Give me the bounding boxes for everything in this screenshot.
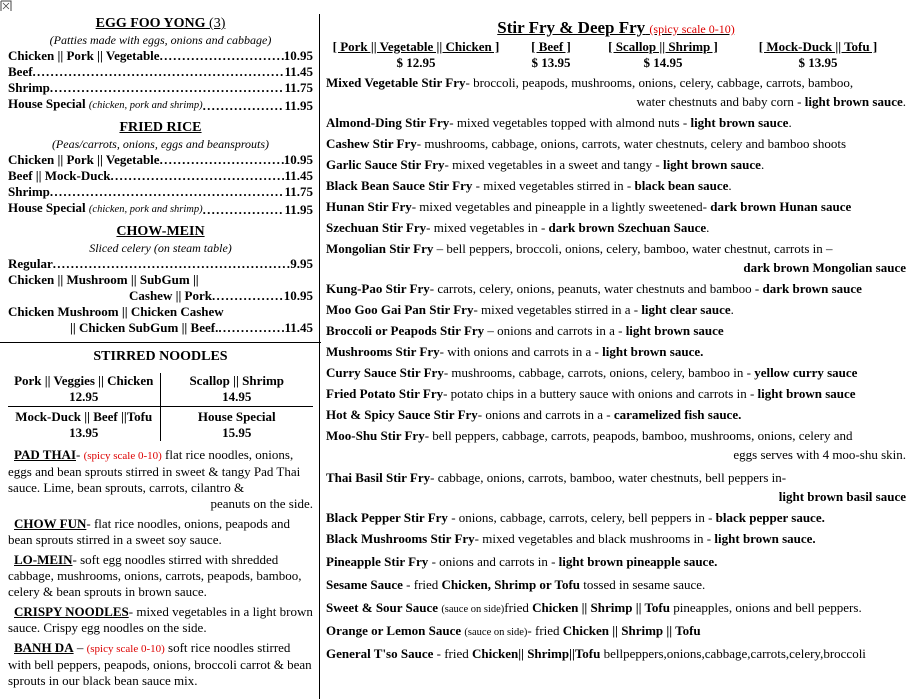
menu-row: [8, 200, 313, 218]
noodle-price-cell: [161, 373, 314, 407]
row-price: 10.95: [283, 152, 313, 167]
noodle-item-lo-mein: LO-MEIN- soft egg noodles stirred with shredded cabbage, mushrooms, onions, carrots, peapods, bamboo, celery & bean sprouts in brown sauce.: [8, 552, 302, 599]
item-sauce: black pepper sauce.: [715, 510, 825, 525]
leader-dots: [33, 64, 285, 80]
stir-fry-heading: [326, 18, 906, 39]
item-pre: - fried: [436, 646, 472, 661]
leader-dots: [50, 80, 285, 96]
right-column: [326, 18, 906, 667]
item-desc: - onions and carrots in -: [428, 554, 559, 569]
item-line2: eggs serves with 4 moo-shu skin.: [733, 447, 906, 462]
item-desc: - mushrooms, cabbage, onions, carrots, water chestnuts, celery and bamboo shoots: [416, 136, 847, 151]
item-post: tossed in sesame sauce.: [580, 577, 706, 592]
stir-fry-item: [326, 426, 906, 464]
item-tail: .: [760, 157, 765, 172]
cell-price: 14.95: [222, 389, 252, 404]
item-desc: - mixed vegetables topped with almond nuts -: [449, 115, 691, 130]
item-pre: - fried: [527, 623, 563, 638]
column-divider: [319, 14, 320, 699]
menu-row: [8, 320, 313, 336]
stir-fry-item: [326, 384, 906, 403]
row-price: 11.75: [284, 80, 313, 95]
left-column: [8, 16, 313, 699]
price-categories: [326, 39, 906, 55]
row-label: Chicken || Pork || Vegetable: [8, 152, 160, 167]
item-name: General T'so Sauce: [326, 646, 434, 661]
item-tail: .: [730, 302, 734, 317]
item-desc: - with onions and carrots in a -: [439, 344, 603, 359]
stir-fry-item: [326, 529, 906, 548]
leader-dots: [212, 288, 284, 304]
leader-dots: [160, 48, 284, 64]
item-sauce: light brown sauce: [804, 94, 903, 109]
stir-fry-item: [326, 197, 906, 216]
item-desc: soft egg noodles stirred with shredded cabbage, mushrooms, onions, carrots, peapods, bamboo, celery & bean sprouts in brown sauce.: [8, 552, 302, 599]
row-label: [8, 200, 203, 218]
stir-fry-item: [326, 176, 906, 195]
item-desc: - mixed vegetables in a sweet and tangy -: [444, 157, 663, 172]
item-desc: - mixed vegetables in -: [426, 220, 549, 235]
row-label: || Chicken SubGum || Beef.: [70, 320, 219, 335]
item-desc: - onions and carrots in a -: [477, 407, 614, 422]
stirred-noodles-title: STIRRED NOODLES: [93, 349, 228, 364]
item-name: Cashew Stir Fry: [326, 136, 417, 151]
row-label-text: House Special: [8, 200, 86, 215]
row-label: Shrimp: [8, 80, 50, 95]
item-name: Garlic Sauce Stir Fry: [326, 157, 445, 172]
item-desc-line2: [326, 445, 906, 464]
item-name: Mixed Vegetable Stir Fry: [326, 75, 466, 90]
item-desc: – bell peppers, broccoli, onions, celery, bamboo, water chestnut, carrots in –: [433, 241, 833, 256]
item-sauce: light brown sauce.: [714, 531, 816, 546]
item-note: (sauce on side): [464, 627, 528, 638]
stir-fry-item: [326, 218, 906, 237]
row-price: 11.45: [284, 168, 313, 183]
fried-rice-subtitle: (Peas/carrots, onions, eggs and beansprouts): [51, 137, 270, 151]
item-tail: .: [706, 220, 710, 235]
item-sauce: dark brown Szechuan Sauce: [548, 220, 707, 235]
noodle-item-chow-fun: CHOW FUN- flat rice noodles, onions, peapods and bean sprouts stirred in a sweet soy sauce.: [8, 516, 290, 547]
item-sauce: dark brown sauce: [762, 281, 862, 296]
spicy-scale: (spicy scale 0-10): [86, 643, 165, 655]
cell-price: 13.95: [69, 425, 99, 440]
item-name: LO-MEIN: [14, 552, 73, 567]
noodle-price-cell: [161, 407, 314, 441]
stir-fry-item: [326, 342, 906, 361]
stir-fry-item: [326, 155, 906, 174]
row-label: Regular: [8, 256, 53, 271]
item-name: Kung-Pao Stir Fry: [326, 281, 430, 296]
cell-label: House Special: [197, 409, 276, 424]
stir-fry-item: [326, 134, 906, 153]
price-category: [ Scallop || Shrimp ]: [608, 39, 718, 54]
row-price: 11.45: [284, 64, 313, 79]
noodle-price-cell: [8, 373, 161, 407]
item-tail: .: [788, 115, 792, 130]
item-sauce: light brown basil sauce: [778, 489, 906, 504]
stir-fry-list: [326, 73, 906, 571]
item-sauce: light brown sauce.: [602, 344, 704, 359]
item-name: Sesame Sauce: [326, 577, 403, 592]
leader-dots: [160, 152, 284, 168]
item-name: Moo Goo Gai Pan Stir Fry: [326, 302, 474, 317]
item-desc: - onions, cabbage, carrots, celery, bell peppers in -: [447, 510, 716, 525]
menu-row: [8, 288, 313, 304]
corner-mark-icon: [0, 0, 12, 12]
item-sauce: light brown sauce: [625, 323, 724, 338]
item-pre: fried: [504, 600, 533, 615]
row-note: (chicken, pork and shrimp): [88, 100, 203, 111]
row-note: (chicken, pork and shrimp): [88, 204, 203, 215]
item-sauce: light brown sauce: [690, 115, 789, 130]
item-name: BANH DA: [14, 640, 74, 655]
menu-row: [8, 184, 313, 200]
item-desc: - carrots, celery, onions, peanuts, water chestnuts and bamboo -: [429, 281, 763, 296]
item-desc-line2: [326, 487, 906, 506]
row-label: Chicken || Pork || Vegetable: [8, 48, 160, 63]
item-desc: - mixed vegetables and pineapple in a lightly sweetened-: [411, 199, 711, 214]
price-values: [326, 55, 906, 71]
chow-mein-subtitle: Sliced celery (on steam table): [89, 241, 232, 255]
section-divider: [0, 342, 321, 343]
noodle-item-banh-da: BANH DA – (spicy scale 0-10) soft rice noodles stirred with bell peppers, peapods, onions, broccoli carrot & bean sprouts in our black bean sauce mix.: [8, 640, 312, 688]
item-desc: - broccoli, peapods, mushrooms, onions, celery, cabbage, carrots, bamboo,: [465, 75, 854, 90]
stir-fry-title: Stir Fry & Deep Fry: [497, 18, 646, 37]
item-desc: - bell peppers, cabbage, carrots, peapods, bamboo, mushrooms, onions, celery and: [424, 428, 853, 443]
stir-fry-item: [326, 405, 906, 424]
stir-fry-item: [326, 279, 906, 298]
item-note: (sauce on side): [441, 604, 505, 615]
item-name: Mongolian Stir Fry: [326, 241, 434, 256]
item-desc: flat rice noodles, onions, eggs and bean sprouts stirred in sweet & tangy Pad Thai sauce. Lime, bean sprouts, carrots, cilantro &: [8, 447, 301, 495]
item-name: Black Mushrooms Stir Fry: [326, 531, 475, 546]
item-name: CRISPY NOODLES: [14, 604, 129, 619]
cell-price: 15.95: [222, 425, 252, 440]
item-name: Moo-Shu Stir Fry: [326, 428, 425, 443]
item-name: Orange or Lemon Sauce: [326, 623, 462, 638]
sauce-list: [326, 575, 906, 665]
item-desc-line2: [326, 92, 906, 111]
item-sauce: light brown sauce: [757, 386, 856, 401]
item-bold: Chicken|| Shrimp||Tofu: [472, 646, 601, 661]
menu-row: [8, 256, 313, 272]
stir-fry-item: [326, 239, 906, 277]
fried-rice-title: FRIED RICE: [119, 120, 202, 135]
row-price: 9.95: [290, 256, 313, 271]
item-name: PAD THAI: [14, 447, 76, 462]
row-price: 11.45: [284, 320, 313, 335]
item-desc: - potato chips in a buttery sauce with onions and carrots in -: [443, 386, 758, 401]
item-desc: soft rice noodles stirred with bell peppers, peapods, onions, broccoli carrot & bean sprouts in our black bean sauce mix.: [8, 640, 312, 688]
item-pre: - fried: [406, 577, 442, 592]
row-label-text: House Special: [8, 96, 86, 111]
item-name: Thai Basil Stir Fry: [326, 470, 431, 485]
cell-price: 12.95: [69, 389, 99, 404]
item-desc: - mixed vegetables stirred in a -: [473, 302, 642, 317]
sauce-item: [326, 621, 906, 642]
leader-dots: [53, 256, 290, 272]
noodle-item-pad-thai: PAD THAI- (spicy scale 0-10) flat rice noodles, onions, eggs and bean sprouts stirred in sweet & tangy Pad Thai sauce. Lime, bean sprouts, carrots, cilantro & peanuts on the side.: [8, 447, 313, 511]
menu-row: [8, 168, 313, 184]
row-label: Cashew || Pork: [129, 288, 213, 303]
item-name: CHOW FUN: [14, 516, 87, 531]
stir-fry-item: [326, 363, 906, 382]
stir-fry-item: [326, 113, 906, 132]
cell-label: Pork || Veggies || Chicken: [14, 373, 154, 388]
leader-dots: [50, 184, 285, 200]
stir-fry-item: [326, 508, 906, 527]
price-category: [ Mock-Duck || Tofu ]: [758, 39, 878, 54]
item-sauce: light clear sauce: [641, 302, 731, 317]
item-sauce: light brown sauce: [662, 157, 761, 172]
sauce-item: [326, 644, 906, 665]
item-name: Black Pepper Stir Fry: [326, 510, 448, 525]
chow-mein-title: CHOW-MEIN: [116, 224, 205, 239]
row-price: 11.95: [284, 202, 313, 217]
price-value: $ 12.95: [396, 55, 436, 70]
item-desc: - mushrooms, cabbage, carrots, onions, celery, bamboo in -: [443, 365, 755, 380]
item-sauce: yellow curry sauce: [754, 365, 858, 380]
item-name: Pineapple Stir Fry: [326, 554, 429, 569]
item-sauce: dark brown Mongolian sauce: [743, 260, 906, 275]
item-name: Almond-Ding Stir Fry: [326, 115, 450, 130]
stir-fry-item: [326, 73, 906, 111]
item-name: Broccoli or Peapods Stir Fry: [326, 323, 485, 338]
egg-foo-yong-title: EGG FOO YONG: [95, 16, 206, 31]
leader-dots: [203, 98, 285, 114]
noodle-item-crispy-noodles: CRISPY NOODLES- mixed vegetables in a light brown sauce. Crispy egg noodles on the side.: [8, 604, 313, 635]
row-price: 11.75: [284, 184, 313, 199]
item-desc: – onions and carrots in a -: [484, 323, 626, 338]
stir-fry-item: [326, 321, 906, 340]
egg-foo-yong-count: (3): [209, 16, 226, 31]
menu-row: [8, 96, 313, 114]
item-post: bellpeppers,onions,cabbage,carrots,celery,broccoli: [600, 646, 866, 661]
row-price: 10.95: [283, 288, 313, 303]
stirred-noodles-section: [8, 349, 313, 689]
leader-dots: [218, 320, 284, 336]
leader-dots: [203, 202, 285, 218]
row-label: [8, 96, 203, 114]
egg-foo-yong-subtitle: (Patties made with eggs, onions and cabbage): [49, 33, 272, 47]
stir-fry-item: [326, 468, 906, 506]
item-sauce: caramelized fish sauce.: [613, 407, 742, 422]
item-name: Black Bean Sauce Stir Fry: [326, 178, 473, 193]
spicy-scale: (spicy scale 0-10): [649, 22, 735, 36]
item-name: Hunan Stir Fry: [326, 199, 412, 214]
item-desc: - cabbage, onions, carrots, bamboo, water chestnuts, bell peppers in-: [430, 470, 787, 485]
menu-row: [8, 64, 313, 80]
row-label: Beef: [8, 64, 33, 79]
price-category: [ Beef ]: [531, 39, 571, 54]
item-tail: .: [728, 178, 732, 193]
cell-label: Mock-Duck || Beef ||Tofu: [15, 409, 153, 424]
cell-label: Scallop || Shrimp: [189, 373, 285, 388]
row-label: Beef || Mock-Duck: [8, 168, 111, 183]
item-name: Mushrooms Stir Fry: [326, 344, 440, 359]
item-name: Curry Sauce Stir Fry: [326, 365, 444, 380]
item-sauce: black bean sauce: [634, 178, 729, 193]
item-desc-line2: [326, 258, 906, 277]
item-bold: Chicken || Shrimp || Tofu: [532, 600, 670, 615]
row-price: 11.95: [284, 98, 313, 113]
price-category: [ Pork || Vegetable || Chicken ]: [332, 39, 500, 54]
item-desc-end: peanuts on the side.: [210, 496, 313, 511]
leader-dots: [110, 168, 284, 184]
stir-fry-item: [326, 552, 906, 571]
spicy-scale: (spicy scale 0-10): [83, 450, 162, 462]
item-desc: - mixed vegetables and black mushrooms in -: [474, 531, 715, 546]
item-desc: mixed vegetables in a light brown sauce. Crispy egg noodles on the side.: [8, 604, 313, 635]
item-line2: water chestnuts and baby corn -: [636, 94, 805, 109]
item-bold: Chicken || Shrimp || Tofu: [562, 623, 701, 638]
sauce-item: [326, 575, 906, 596]
price-value: $ 13.95: [531, 55, 571, 70]
item-desc: flat rice noodles, onions, peapods and bean sprouts stirred in a sweet soy sauce.: [8, 516, 290, 547]
item-name: Sweet & Sour Sauce: [326, 600, 439, 615]
menu-row: [8, 80, 313, 96]
egg-foo-yong-section: [8, 16, 313, 114]
item-name: Szechuan Stir Fry: [326, 220, 427, 235]
item-tail: .: [902, 94, 906, 109]
fried-rice-section: [8, 120, 313, 218]
price-value: $ 13.95: [798, 55, 838, 70]
item-post: pineapples, onions and bell peppers.: [669, 600, 862, 615]
stir-fry-item: [326, 300, 906, 319]
chow-mein-line-2: Chicken || Mushroom || SubGum ||: [8, 272, 199, 287]
chow-mein-section: [8, 224, 313, 336]
item-name: Hot & Spicy Sauce Stir Fry: [326, 407, 478, 422]
sauce-item: [326, 598, 906, 619]
chow-mein-line-4: Chicken Mushroom || Chicken Cashew: [8, 304, 224, 319]
price-value: $ 14.95: [643, 55, 683, 70]
item-sauce: light brown pineapple sauce.: [558, 554, 718, 569]
item-sauce: dark brown Hunan sauce: [710, 199, 852, 214]
item-name: Fried Potato Stir Fry: [326, 386, 444, 401]
menu-row: [8, 48, 313, 64]
item-bold: Chicken, Shrimp or Tofu: [441, 577, 581, 592]
noodle-price-grid: [8, 373, 313, 441]
noodle-price-cell: [8, 407, 161, 441]
menu-row: [8, 152, 313, 168]
section-title: [8, 16, 313, 32]
row-price: 10.95: [283, 48, 313, 63]
item-desc: - mixed vegetables stirred in -: [472, 178, 635, 193]
row-label: Shrimp: [8, 184, 50, 199]
